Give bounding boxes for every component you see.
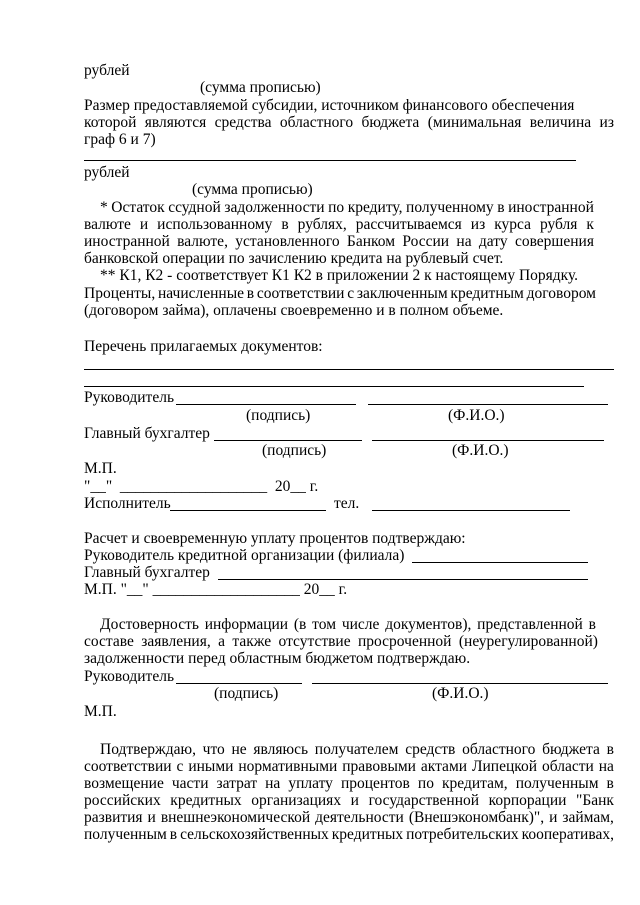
head-fio-field-2[interactable] bbox=[312, 683, 608, 684]
reliability-text-line: составе заявления, а также отсутствие просроченной (неурегулированной) bbox=[84, 633, 598, 650]
fio-caption: (Ф.И.О.) bbox=[432, 685, 489, 702]
final-text-line: возмещение части затрат на уплату процентов по кредитам, полученным в bbox=[84, 775, 614, 792]
chief-accountant-2-field[interactable] bbox=[218, 579, 588, 580]
confirm-line: Расчет и своевременную уплату процентов подтверждаю: bbox=[84, 530, 466, 547]
final-text-line: полученным в сельскохозяйственных кредитных потребительских кооперативах, bbox=[84, 826, 614, 843]
sum-in-words-caption-1: (сумма прописью) bbox=[200, 79, 321, 96]
chief-accountant-2-label: Главный бухгалтер bbox=[84, 564, 210, 581]
sum-in-words-caption-2: (сумма прописью) bbox=[192, 181, 313, 198]
final-text-line: развития и внешнеэкономической деятельности (Внешэкономбанк)", и займам, bbox=[84, 809, 614, 826]
tel-field[interactable] bbox=[372, 510, 570, 511]
tel-label: тел. bbox=[334, 495, 360, 512]
signature-caption: (подпись) bbox=[246, 407, 311, 424]
chief-accountant-fio-field[interactable] bbox=[372, 440, 604, 441]
stamp-date[interactable]: М.П. "__" ___________________ 20__ г. bbox=[84, 581, 348, 598]
head-fio-field[interactable] bbox=[368, 404, 608, 405]
footnote-1-line: валюте и использованному в рублях, рассчитываемся из курса рубля к bbox=[84, 216, 594, 233]
credit-org-head-field[interactable] bbox=[412, 562, 588, 563]
reliability-text-line: задолженности перед областным бюджетом подтверждаю. bbox=[84, 650, 471, 667]
head-label: Руководитель bbox=[84, 389, 175, 406]
attachments-field-1[interactable] bbox=[84, 369, 614, 370]
footnote-1-line: * Остаток ссудной задолженности по кредиту, полученному в иностранной bbox=[100, 199, 594, 216]
subsidy-text-line: граф 6 и 7) bbox=[84, 131, 156, 148]
head-signature-field-2[interactable] bbox=[176, 683, 302, 684]
interest-text-line: (договором займа), оплачены своевременно и в полном объеме. bbox=[84, 302, 504, 319]
head-label-2: Руководитель bbox=[84, 668, 175, 685]
credit-org-head-label: Руководитель кредитной организации (филиала) bbox=[84, 547, 405, 564]
interest-text-line: Проценты, начисленные в соответствии с заключенным кредитным договором bbox=[84, 285, 596, 302]
chief-accountant-label: Главный бухгалтер bbox=[84, 425, 210, 442]
footnote-2: ** К1, К2 - соответствует К1 К2 в приложении 2 к настоящему Порядку. bbox=[100, 267, 579, 284]
subsidy-text-line: которой являются средства областного бюджета (минимальная величина из bbox=[84, 114, 614, 131]
fio-caption: (Ф.И.О.) bbox=[448, 407, 505, 424]
subsidy-amount-field[interactable] bbox=[84, 160, 576, 161]
date-field[interactable]: "__" ___________________ 20__ г. bbox=[84, 478, 319, 495]
final-text-line: соответствии с иными нормативными правовыми актами Липецкой области на bbox=[84, 758, 614, 775]
final-text-line: российских кредитных организациях и государственной корпорации "Банк bbox=[84, 792, 614, 809]
reliability-text-line: Достоверность информации (в том числе документов), представленной в bbox=[100, 616, 596, 633]
rubles-label-2: рублей bbox=[84, 164, 130, 181]
executor-field[interactable] bbox=[170, 510, 326, 511]
signature-caption: (подпись) bbox=[262, 442, 327, 459]
attachments-label: Перечень прилагаемых документов: bbox=[84, 338, 323, 355]
head-signature-field[interactable] bbox=[176, 404, 356, 405]
executor-label: Исполнитель bbox=[84, 495, 171, 512]
footnote-1-line: банковской операции по зачислению кредита на рублевый счет. bbox=[84, 250, 504, 267]
rubles-label-1: рублей bbox=[84, 62, 130, 79]
chief-accountant-signature-field[interactable] bbox=[214, 440, 362, 441]
attachments-field-2[interactable] bbox=[84, 386, 584, 387]
footnote-1-line: иностранной валюте, установленного Банком России на дату совершения bbox=[84, 233, 594, 250]
fio-caption: (Ф.И.О.) bbox=[452, 442, 509, 459]
signature-caption: (подпись) bbox=[214, 685, 279, 702]
final-text-line: Подтверждаю, что не являюсь получателем средств областного бюджета в bbox=[100, 741, 614, 758]
subsidy-text-line: Размер предоставляемой субсидии, источником финансового обеспечения bbox=[84, 97, 575, 114]
stamp-place-2: М.П. bbox=[84, 703, 117, 720]
stamp-place: М.П. bbox=[84, 460, 117, 477]
